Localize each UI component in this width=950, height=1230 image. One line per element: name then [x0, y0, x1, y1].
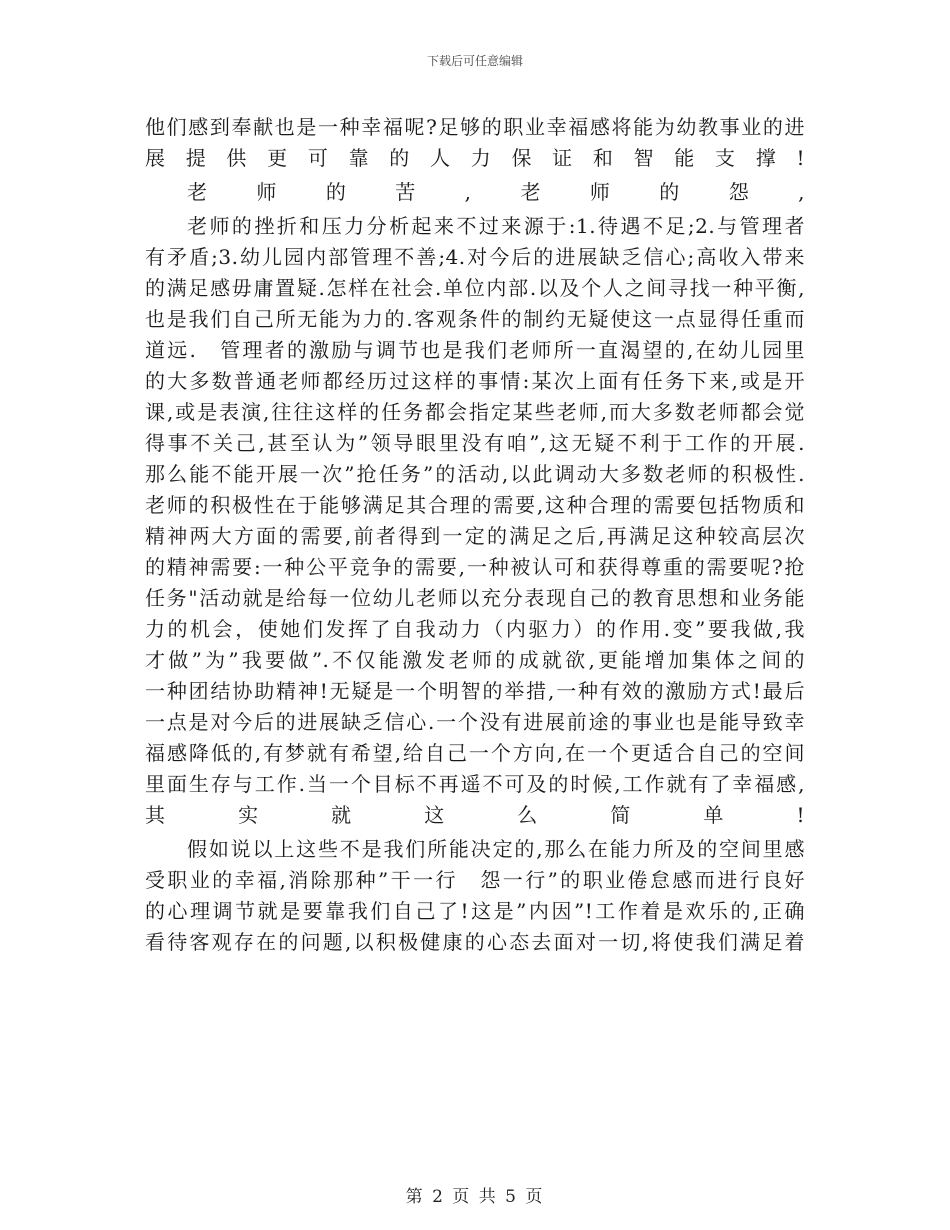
page-number-footer: 第 2 页 共 5 页	[405, 1187, 545, 1207]
text-line: 受职业的幸福,消除那种”干一行 怨一行”的职业倦怠感而进行良好	[145, 868, 805, 892]
paragraph-3	[145, 211, 805, 831]
paragraph-1	[145, 112, 805, 174]
paragraph-4	[145, 834, 805, 958]
body-text	[145, 112, 805, 958]
text-line: 的精神需要:一种公平竞争的需要,一种被认可和获得尊重的需要呢?抢	[145, 555, 805, 579]
text-line: 力的机会，使她们发挥了自我动力（内驱力）的作用.变”要我做,我	[145, 617, 805, 641]
text-line: 得事不关己,甚至认为”领导眼里没有咱”,这无疑不利于工作的开展.	[145, 431, 805, 455]
text-line: 看待客观存在的问题,以积极健康的心态去面对一切,将使我们满足着	[145, 930, 805, 954]
text-line: 其实就这么简单!	[145, 803, 805, 827]
text-line: 才做”为”我要做”.不仅能激发老师的成就欲,更能增加集体之间的	[145, 648, 805, 672]
text-line: 的大多数普通老师都经历过这样的事情:某次上面有任务下来,或是开	[145, 369, 805, 393]
text-line: 老师的苦,老师的怨,	[187, 180, 805, 204]
page-header: 下载后可任意编辑	[426, 54, 523, 68]
text-line: 的心理调节就是要靠我们自己了!这是”内因”!工作着是欢乐的,正确	[145, 899, 805, 923]
paragraph-2	[145, 177, 805, 208]
text-line: 假如说以上这些不是我们所能决定的,那么在能力所及的空间里感	[187, 837, 805, 861]
text-line: 老师的积极性在于能够满足其合理的需要,这种合理的需要包括物质和	[145, 493, 805, 517]
text-line: 道远. 管理者的激励与调节也是我们老师所一直渴望的,在幼儿园里	[145, 338, 805, 362]
text-line: 那么能不能开展一次”抢任务”的活动,以此调动大多数老师的积极性.	[145, 462, 805, 486]
text-line: 任务"活动就是给每一位幼儿老师以充分表现自己的教育思想和业务能	[145, 586, 805, 610]
text-line: 福感降低的,有梦就有希望,给自己一个方向,在一个更适合自己的空间	[145, 741, 805, 765]
text-line: 他们感到奉献也是一种幸福呢?足够的职业幸福感将能为幼教事业的进	[145, 115, 805, 139]
text-line: 课,或是表演,往往这样的任务都会指定某些老师,而大多数老师都会觉	[145, 400, 805, 424]
text-line: 精神两大方面的需要,前者得到一定的满足之后,再满足这种较高层次	[145, 524, 805, 548]
text-line: 的满足感毋庸置疑.怎样在社会.单位内部.以及个人之间寻找一种平衡,	[145, 276, 805, 300]
text-line: 展提供更可靠的人力保证和智能支撑!	[145, 146, 805, 170]
text-line: 一点是对今后的进展缺乏信心.一个没有进展前途的事业也是能导致幸	[145, 710, 805, 734]
text-line: 有矛盾;3.幼儿园内部管理不善;4.对今后的进展缺乏信心;高收入带来	[145, 245, 805, 269]
text-line: 老师的挫折和压力分析起来不过来源于:1.待遇不足;2.与管理者	[187, 214, 805, 238]
text-line: 也是我们自己所无能为力的.客观条件的制约无疑使这一点显得任重而	[145, 307, 805, 331]
text-line: 一种团结协助精神!无疑是一个明智的举措,一种有效的激励方式!最后	[145, 679, 805, 703]
text-line: 里面生存与工作.当一个目标不再遥不可及的时候,工作就有了幸福感,	[145, 772, 805, 796]
